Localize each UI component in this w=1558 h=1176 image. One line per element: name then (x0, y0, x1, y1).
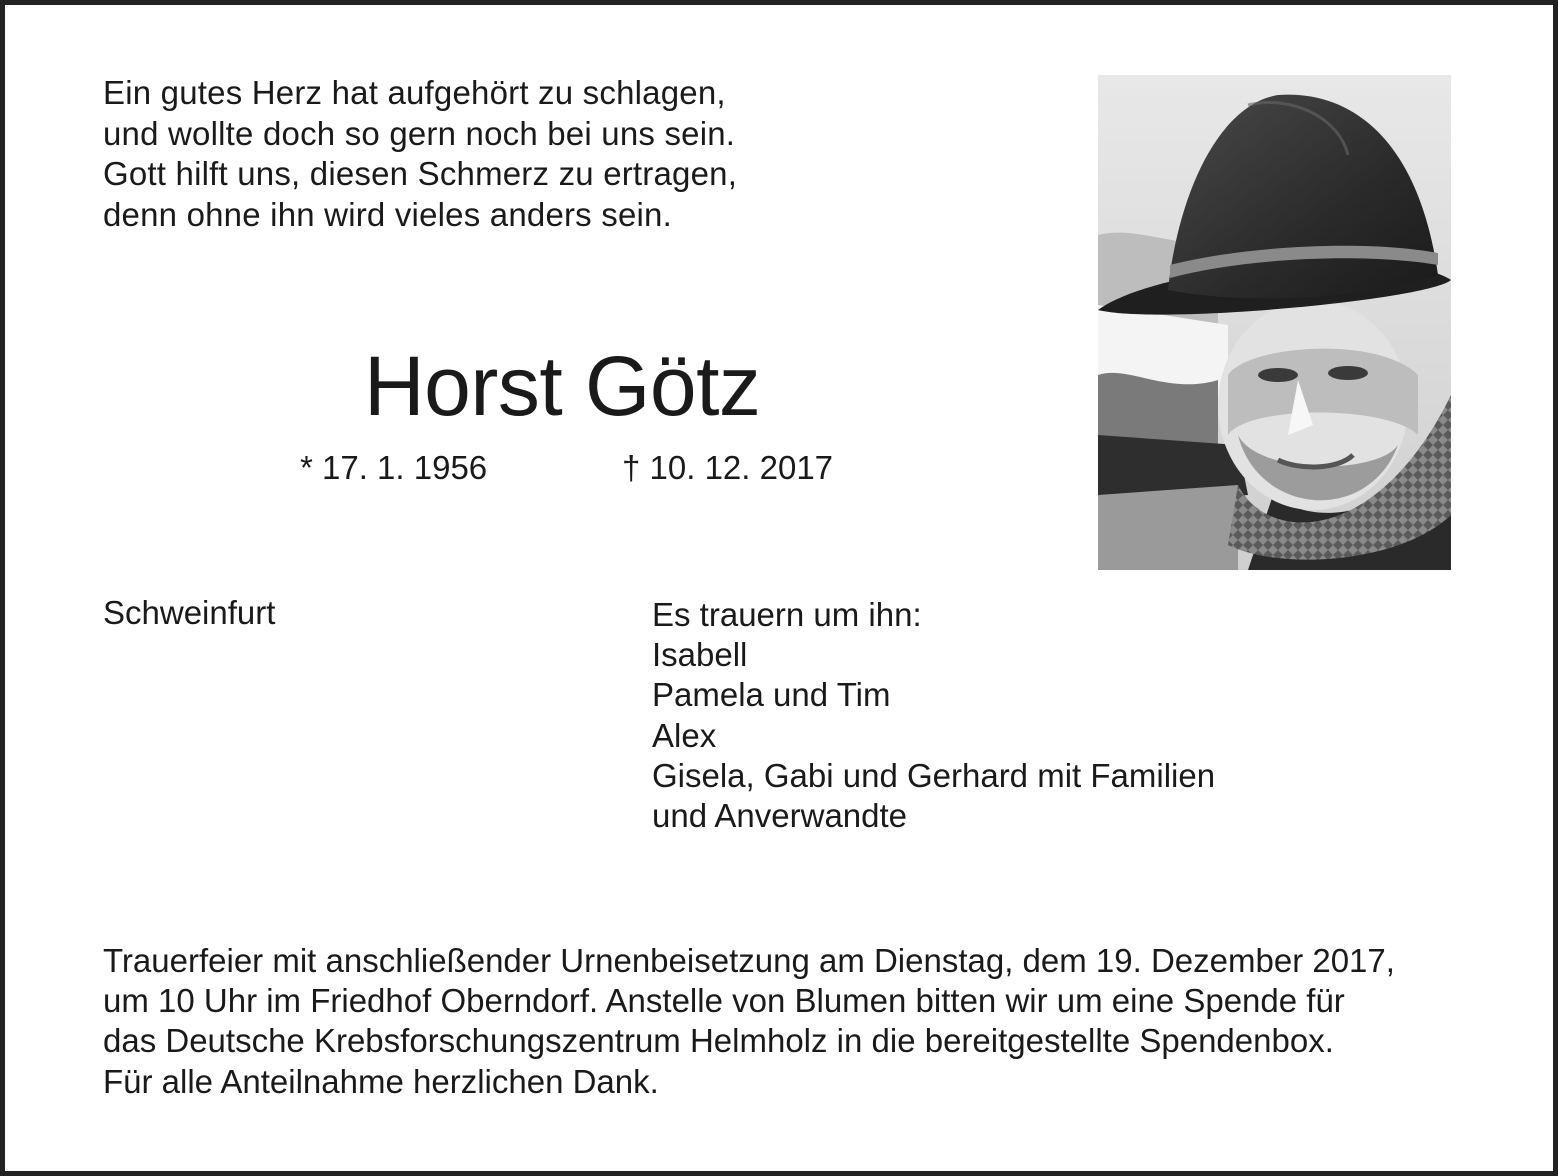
poem-line: Gott hilft uns, diesen Schmerz zu ertragen, (103, 155, 738, 192)
mourners-intro: Es trauern um ihn: (652, 596, 922, 633)
portrait-photo-icon (1098, 75, 1451, 570)
mourner-name: und Anverwandte (652, 797, 908, 835)
portrait-photo (1098, 75, 1451, 570)
poem-line: und wollte doch so gern noch bei uns sein. (103, 114, 736, 152)
birth-date-value: 17. 1. 1956 (322, 449, 488, 486)
poem (103, 73, 737, 235)
deceased-name: Horst Götz (364, 339, 761, 433)
death-date-value: 10. 12. 2017 (649, 449, 834, 486)
notice-line: Trauerfeier mit anschließender Urnenbeisetzung am Dienstag, dem 19. Dezember 2017, (103, 942, 1395, 979)
mourner-name: Pamela und Tim (652, 676, 891, 714)
poem-line: denn ohne ihn wird vieles anders sein. (103, 195, 672, 233)
mourner-name: Alex (652, 716, 717, 754)
notice-line: um 10 Uhr im Friedhof Oberndorf. Anstelle von Blumen bitten wir um eine Spende für (103, 982, 1345, 1020)
mourner-name: Gisela, Gabi und Gerhard mit Familien (652, 756, 1216, 794)
death-symbol: † (622, 449, 641, 486)
notice-line: Für alle Anteilnahme herzlichen Dank. (103, 1062, 659, 1100)
mourner-name: Isabell (652, 636, 748, 674)
birth-symbol: * (300, 449, 313, 486)
city: Schweinfurt (103, 594, 276, 631)
funeral-notice (103, 941, 1395, 1102)
birth-date (300, 448, 487, 488)
mourners (652, 595, 1215, 836)
death-date (622, 448, 833, 488)
poem-line: Ein gutes Herz hat aufgehört zu schlagen, (103, 74, 726, 111)
notice-line: das Deutsche Krebsforschungszentrum Helmholz in die bereitgestellte Spendenbox. (103, 1022, 1334, 1060)
